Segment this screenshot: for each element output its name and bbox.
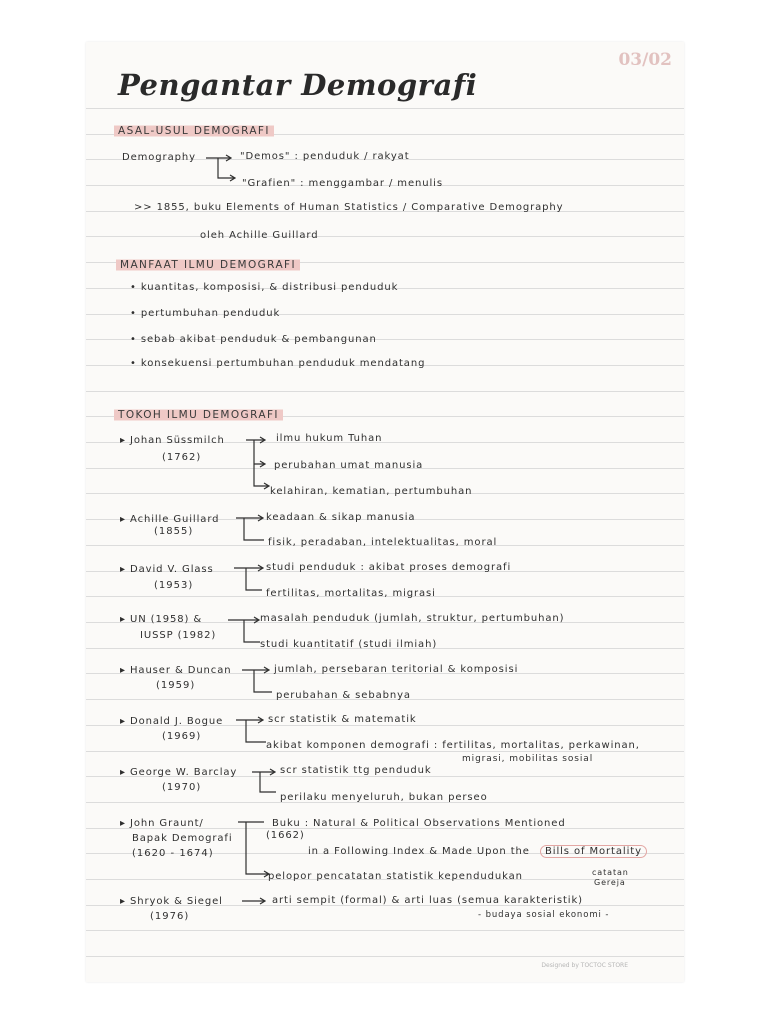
figure-year: (1762) <box>162 452 202 463</box>
figure-point: pelopor pencatatan statistik kependudukan <box>268 871 523 882</box>
branch-arrow-icon <box>234 714 270 750</box>
figure-name: IUSSP (1982) <box>140 630 217 641</box>
ruled-line <box>86 236 684 237</box>
branch-arrow-icon <box>226 612 264 648</box>
term-demography: Demography <box>122 152 196 163</box>
figure-name: ▸ Hauser & Duncan <box>120 665 232 676</box>
ruled-line <box>86 956 684 957</box>
page-footer: Designed by TOCTOC STORE <box>541 962 628 969</box>
origin-note-author: oleh Achille Guillard <box>200 230 319 241</box>
notebook-page <box>86 42 684 982</box>
figure-name: ▸ Achille Guillard <box>120 514 220 525</box>
figure-point: - budaya sosial ekonomi - <box>478 910 610 920</box>
figure-point: ilmu hukum Tuhan <box>276 433 383 444</box>
figure-name: Bapak Demografi <box>132 833 233 844</box>
bullet-item: • kuantitas, komposisi, & distribusi penduduk <box>130 282 399 293</box>
figure-year: (1620 - 1674) <box>132 848 214 859</box>
page-date: 03/02 <box>618 50 672 70</box>
figure-point: Buku : Natural & Political Observations Mentioned <box>272 818 566 829</box>
figure-name: ▸ David V. Glass <box>120 564 214 575</box>
definition-demos: "Demos" : penduduk / rakyat <box>240 151 410 162</box>
branch-arrow-icon <box>232 562 266 598</box>
ruled-line <box>86 108 684 109</box>
definition-grafien: "Grafien" : menggambar / menulis <box>242 178 443 189</box>
figure-name: ▸ John Graunt/ <box>120 818 204 829</box>
figure-point: jumlah, persebaran teritorial & komposisi <box>274 664 519 675</box>
section-heading-figures: TOKOH ILMU DEMOGRAFI <box>114 408 283 422</box>
page-title: Pengantar Demografi <box>118 68 478 102</box>
ruled-line <box>86 930 684 931</box>
figure-year: (1959) <box>156 680 196 691</box>
figure-point: (1662) <box>266 830 305 841</box>
figure-point: kelahiran, kematian, pertumbuhan <box>270 486 473 497</box>
figure-point: masalah penduduk (jumlah, struktur, pertumbuhan) <box>260 613 565 624</box>
section-heading-origin: ASAL-USUL DEMOGRAFI <box>114 124 274 138</box>
figure-point: fertilitas, mortalitas, migrasi <box>266 588 436 599</box>
branch-arrow-icon <box>234 512 268 548</box>
figure-point: scr statistik & matematik <box>268 714 417 725</box>
bullet-item: • pertumbuhan penduduk <box>130 308 281 319</box>
figure-name: ▸ Shryok & Siegel <box>120 896 223 907</box>
figure-year: (1970) <box>162 782 202 793</box>
figure-point: Gereja <box>594 878 626 887</box>
figure-point: studi penduduk : akibat proses demografi <box>266 562 512 573</box>
figure-point: perubahan umat manusia <box>274 460 424 471</box>
figure-point: migrasi, mobilitas sosial <box>462 754 594 764</box>
figure-name: ▸ UN (1958) & <box>120 614 203 625</box>
figure-point: catatan <box>592 868 629 877</box>
figure-point: keadaan & sikap manusia <box>266 512 416 523</box>
branch-arrow-icon <box>250 766 282 798</box>
branch-arrow-icon <box>240 664 276 700</box>
figure-point: scr statistik ttg penduduk <box>280 765 432 776</box>
figure-point: studi kuantitatif (studi ilmiah) <box>260 639 438 650</box>
figure-point: perubahan & sebabnya <box>276 690 411 701</box>
bullet-item: • sebab akibat penduduk & pembangunan <box>130 334 377 345</box>
figure-point: in a Following Index & Made Upon the <box>308 846 530 857</box>
figure-year: (1953) <box>154 580 194 591</box>
bills-of-mortality-circle: Bills of Mortality <box>540 845 647 858</box>
figure-name: ▸ Donald J. Bogue <box>120 716 224 727</box>
ruled-line <box>86 751 684 752</box>
figure-name: ▸ George W. Barclay <box>120 767 238 778</box>
arrow-right-icon <box>240 894 268 908</box>
figure-year: (1976) <box>150 911 190 922</box>
figure-point: arti sempit (formal) & arti luas (semua karakteristik) <box>272 895 583 906</box>
figure-point: perilaku menyeluruh, bukan perseo <box>280 792 488 803</box>
bullet-item: • konsekuensi pertumbuhan penduduk mendatang <box>130 358 426 369</box>
figure-point: akibat komponen demografi : fertilitas, mortalitas, perkawinan, <box>266 740 640 751</box>
figure-name: ▸ Johan Süssmilch <box>120 435 225 446</box>
figure-point: fisik, peradaban, intelektualitas, moral <box>268 537 498 548</box>
origin-note: >> 1855, buku Elements of Human Statistics / Comparative Demography <box>134 202 564 213</box>
section-heading-benefits: MANFAAT ILMU DEMOGRAFI <box>116 258 300 272</box>
branch-arrow-icon <box>204 150 244 186</box>
ruled-line <box>86 391 684 392</box>
figure-year: (1855) <box>154 526 194 537</box>
figure-year: (1969) <box>162 731 202 742</box>
